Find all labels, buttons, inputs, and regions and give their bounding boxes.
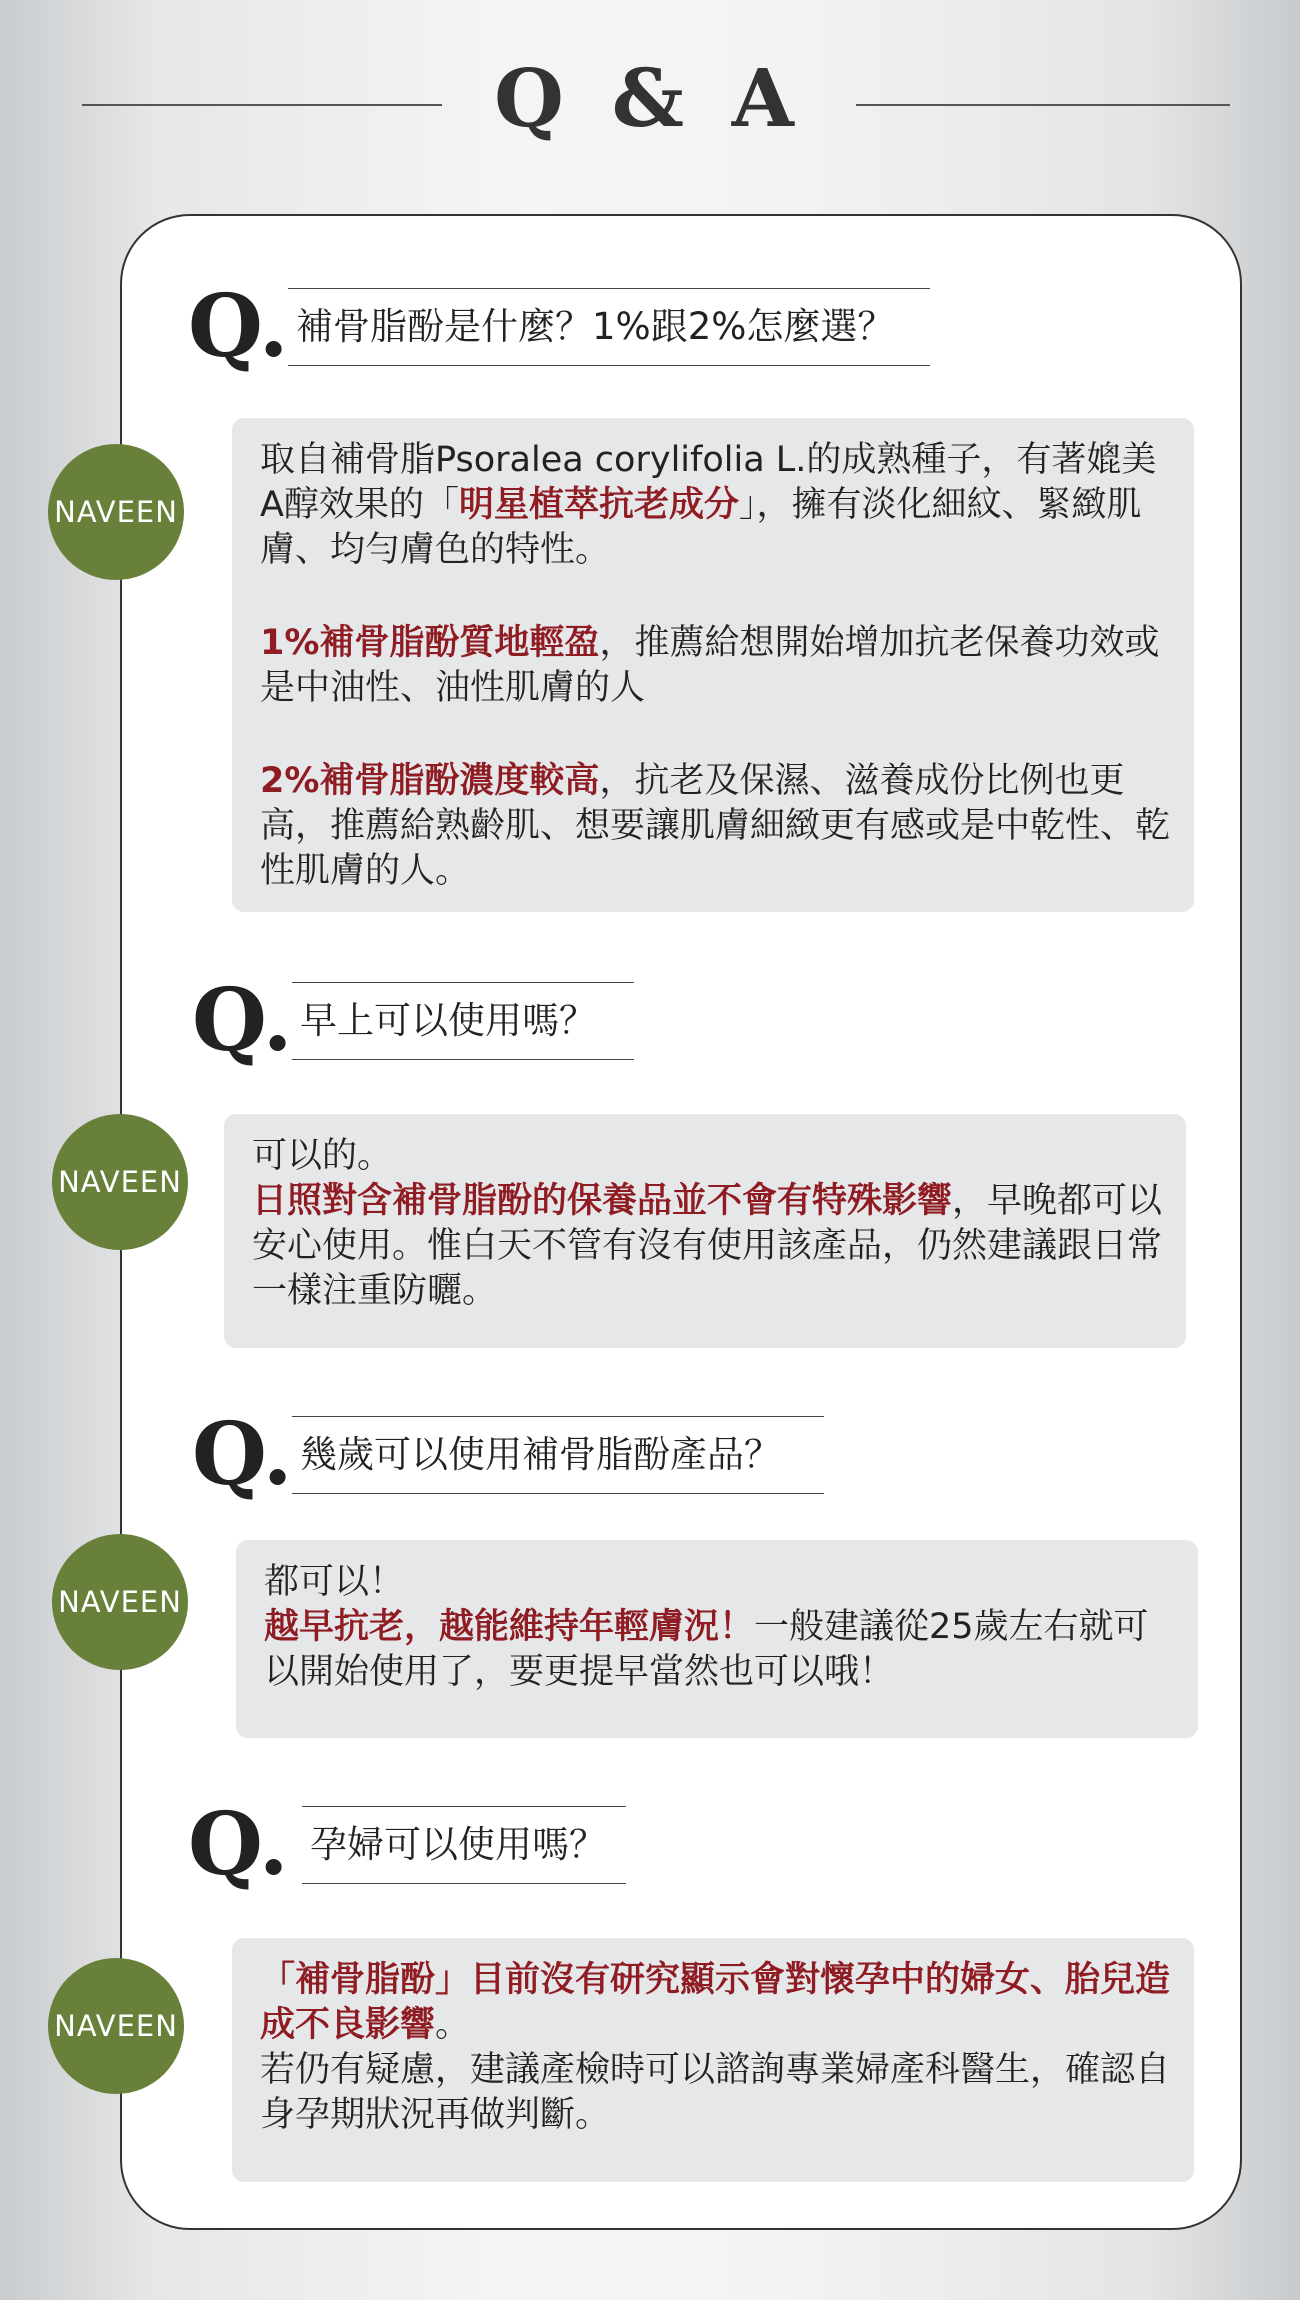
question-mark: Q.	[188, 276, 289, 377]
naveen-avatar: NAVEEN	[52, 1114, 188, 1250]
answer-paragraph: 「補骨脂酚」目前沒有研究顯示會對懷孕中的婦女、胎兒造成不良影響。 若仍有疑慮，建議產檢時可以諮詢專業婦產科醫生，確認自身孕期狀況再做判斷。	[260, 1960, 1171, 2135]
header-divider-left	[82, 104, 442, 106]
answer-box	[236, 1540, 1198, 1738]
answer-paragraph: 2%補骨脂酚濃度較高，抗老及保濕、滋養成份比例也更高，推薦給熟齡肌、想要讓肌膚細緻更有感或是中乾性、乾性肌膚的人。	[260, 761, 1171, 891]
header-divider-right	[856, 104, 1230, 106]
answer-highlight: 越早抗老，越能維持年輕膚況！	[264, 1607, 755, 1647]
naveen-avatar: NAVEEN	[52, 1534, 188, 1670]
answer-box	[232, 418, 1194, 912]
naveen-avatar: NAVEEN	[48, 444, 184, 580]
answer-box	[224, 1114, 1186, 1348]
answer-highlight: 2%補骨脂酚濃度較高	[260, 761, 600, 801]
question-mark: Q.	[192, 1404, 293, 1505]
answer-highlight: 1%補骨脂酚質地輕盈	[260, 623, 600, 663]
answer-paragraph: 都可以！ 越早抗老，越能維持年輕膚況！一般建議從25歲左右就可以開始使用了，要更提早當然也可以哦！	[264, 1562, 1149, 1692]
answer-box	[232, 1938, 1194, 2182]
question-text: 早上可以使用嗎？	[292, 982, 634, 1060]
question-mark: Q.	[188, 1794, 289, 1895]
answer-paragraph: 取自補骨脂Psoralea corylifolia L.的成熟種子，有著媲美A醇效果的「明星植萃抗老成分」，擁有淡化細紋、緊緻肌膚、均勻膚色的特性。	[260, 440, 1157, 570]
page-title: Q & A	[494, 51, 804, 145]
answer-paragraph: 可以的。 日照對含補骨脂酚的保養品並不會有特殊影響，早晚都可以安心使用。惟白天不管有沒有使用該產品，仍然建議跟日常一樣注重防曬。	[252, 1136, 1163, 1311]
question-text: 孕婦可以使用嗎？	[302, 1806, 626, 1884]
answer-paragraph: 1%補骨脂酚質地輕盈，推薦給想開始增加抗老保養功效或是中油性、油性肌膚的人	[260, 623, 1160, 708]
answer-highlight: 明星植萃抗老成分	[458, 485, 739, 525]
naveen-avatar: NAVEEN	[48, 1958, 184, 2094]
question-mark: Q.	[192, 970, 293, 1071]
question-text: 補骨脂酚是什麼？1%跟2%怎麼選？	[288, 288, 930, 366]
question-text: 幾歲可以使用補骨脂酚產品？	[292, 1416, 824, 1494]
answer-highlight: 日照對含補骨脂酚的保養品並不會有特殊影響	[252, 1181, 953, 1221]
answer-highlight: 「補骨脂酚」目前沒有研究顯示會對懷孕中的婦女、胎兒造成不良影響	[260, 1960, 1171, 2045]
